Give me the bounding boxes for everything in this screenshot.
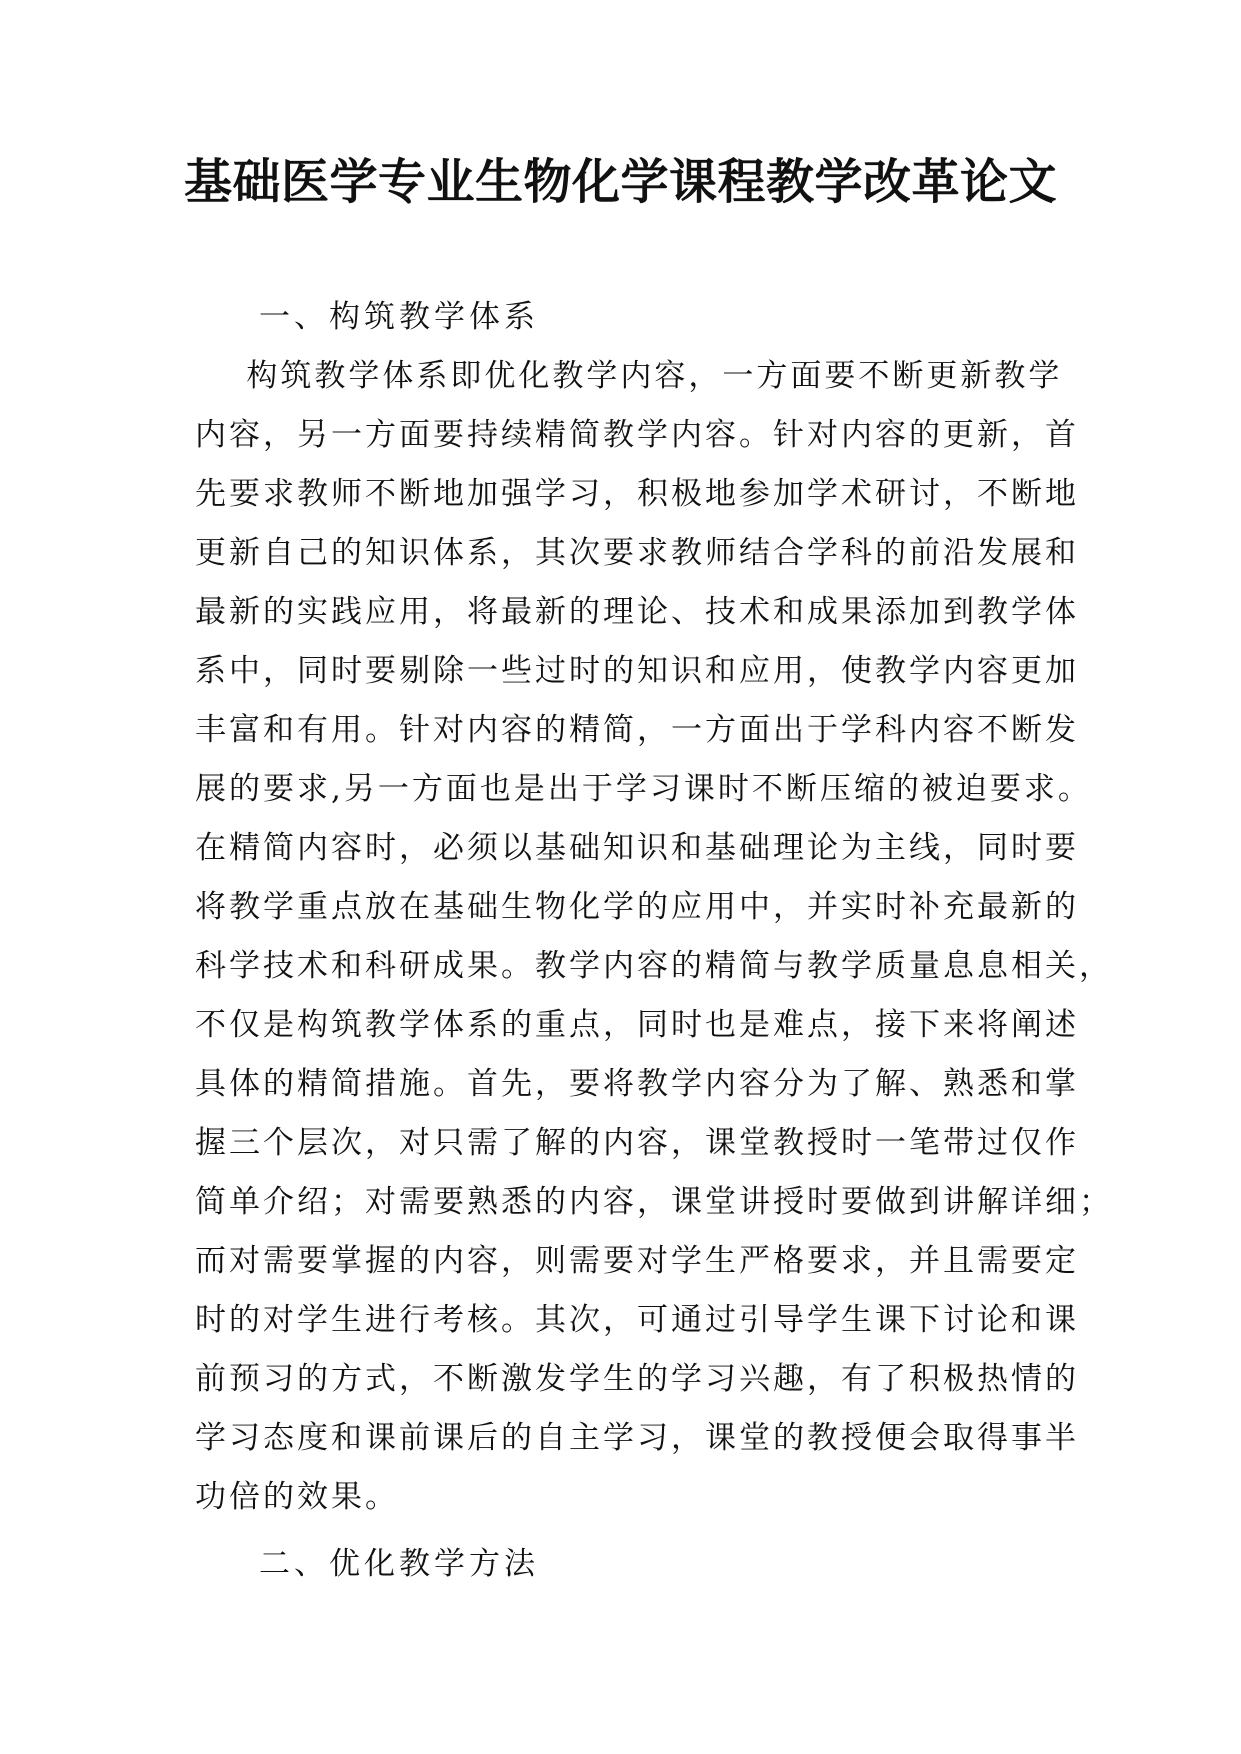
paragraph-line: 丰富和有用。针对内容的精简，一方面出于学科内容不断发 [195, 712, 1079, 748]
paragraph-line: 科学技术和科研成果。教学内容的精简与教学质量息息相关， [195, 948, 1113, 984]
section-gap [195, 1527, 1047, 1535]
paragraph-line: 功倍的效果。 [195, 1479, 399, 1515]
section-heading-2: 二、优化教学方法 [259, 1546, 539, 1582]
paragraph-line: 学习态度和课前课后的自主学习，课堂的教授便会取得事半 [195, 1420, 1079, 1456]
paragraph-line: 先要求教师不断地加强学习，积极地参加学术研讨，不断地 [195, 476, 1079, 512]
paragraph-line: 更新自己的知识体系，其次要求教师结合学科的前沿发展和 [195, 535, 1079, 571]
paragraph-line: 内容，另一方面要持续精简教学内容。针对内容的更新，首 [195, 417, 1079, 453]
paragraph-line: 时的对学生进行考核。其次，可通过引导学生课下讨论和课 [195, 1302, 1079, 1338]
paragraph-line: 简单介绍；对需要熟悉的内容，课堂讲授时要做到讲解详细； [195, 1184, 1113, 1220]
document-title: 基础医学专业生物化学课程教学改革论文 [183, 154, 1057, 210]
paragraph-line: 具体的精简措施。首先，要将教学内容分为了解、熟悉和掌 [195, 1066, 1079, 1102]
paragraph-line: 不仅是构筑教学体系的重点，同时也是难点，接下来将阐述 [195, 1007, 1079, 1043]
paragraph-line: 构筑教学体系即优化教学内容，一方面要不断更新教学 [195, 358, 1063, 394]
paragraph-line: 握三个层次，对只需了解的内容，课堂教授时一笔带过仅作 [195, 1125, 1079, 1161]
section-heading-1: 一、构筑教学体系 [259, 299, 539, 335]
paragraph-line: 而对需要掌握的内容，则需要对学生严格要求，并且需要定 [195, 1243, 1079, 1279]
paragraph-line: 在精简内容时，必须以基础知识和基础理论为主线，同时要 [195, 830, 1079, 866]
paragraph-line: 最新的实践应用，将最新的理论、技术和成果添加到教学体 [195, 594, 1079, 630]
paragraph-line: 系中，同时要剔除一些过时的知识和应用，使教学内容更加 [195, 653, 1079, 689]
paragraph-line: 展的要求,另一方面也是出于学习课时不断压缩的被迫要求。 [195, 771, 1092, 807]
paragraph-line: 将教学重点放在基础生物化学的应用中，并实时补充最新的 [195, 889, 1079, 925]
document-body [195, 288, 1113, 1594]
section-1-paragraph [195, 347, 1113, 1527]
paragraph-line: 前预习的方式，不断激发学生的学习兴趣，有了积极热情的 [195, 1361, 1079, 1397]
